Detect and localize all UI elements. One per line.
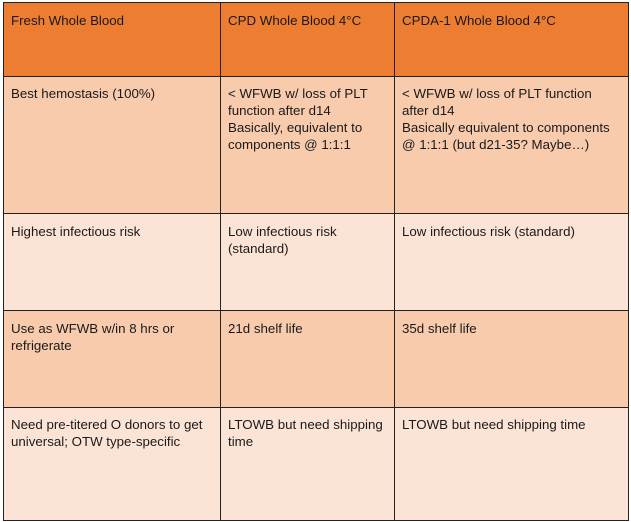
header-cpda1-whole-blood: CPDA-1 Whole Blood 4°C [395, 3, 629, 77]
table-cell: Low infectious risk (standard) [395, 214, 629, 311]
whole-blood-comparison-table [3, 2, 629, 521]
table-cell: LTOWB but need shipping time [395, 408, 629, 521]
header-fresh-whole-blood: Fresh Whole Blood [4, 3, 221, 77]
table-row [4, 311, 629, 408]
table-cell: < WFWB w/ loss of PLT function after d14 Basically equivalent to components @ 1:1:1 (but d21-35? Maybe…) [395, 77, 629, 214]
table-header-row [4, 3, 629, 77]
table-row [4, 77, 629, 214]
table-cell: Need pre-titered O donors to get universal; OTW type-specific [4, 408, 221, 521]
whole-blood-comparison-table-wrapper [3, 2, 629, 521]
table-row [4, 408, 629, 521]
table-cell: LTOWB but need shipping time [221, 408, 395, 521]
table-cell: 35d shelf life [395, 311, 629, 408]
table-cell: 21d shelf life [221, 311, 395, 408]
table-row [4, 214, 629, 311]
table-cell: Highest infectious risk [4, 214, 221, 311]
header-cpd-whole-blood: CPD Whole Blood 4°C [221, 3, 395, 77]
table-cell: < WFWB w/ loss of PLT function after d14 Basically, equivalent to components @ 1:1:1 [221, 77, 395, 214]
table-cell: Best hemostasis (100%) [4, 77, 221, 214]
table-cell: Low infectious risk (standard) [221, 214, 395, 311]
table-cell: Use as WFWB w/in 8 hrs or refrigerate [4, 311, 221, 408]
